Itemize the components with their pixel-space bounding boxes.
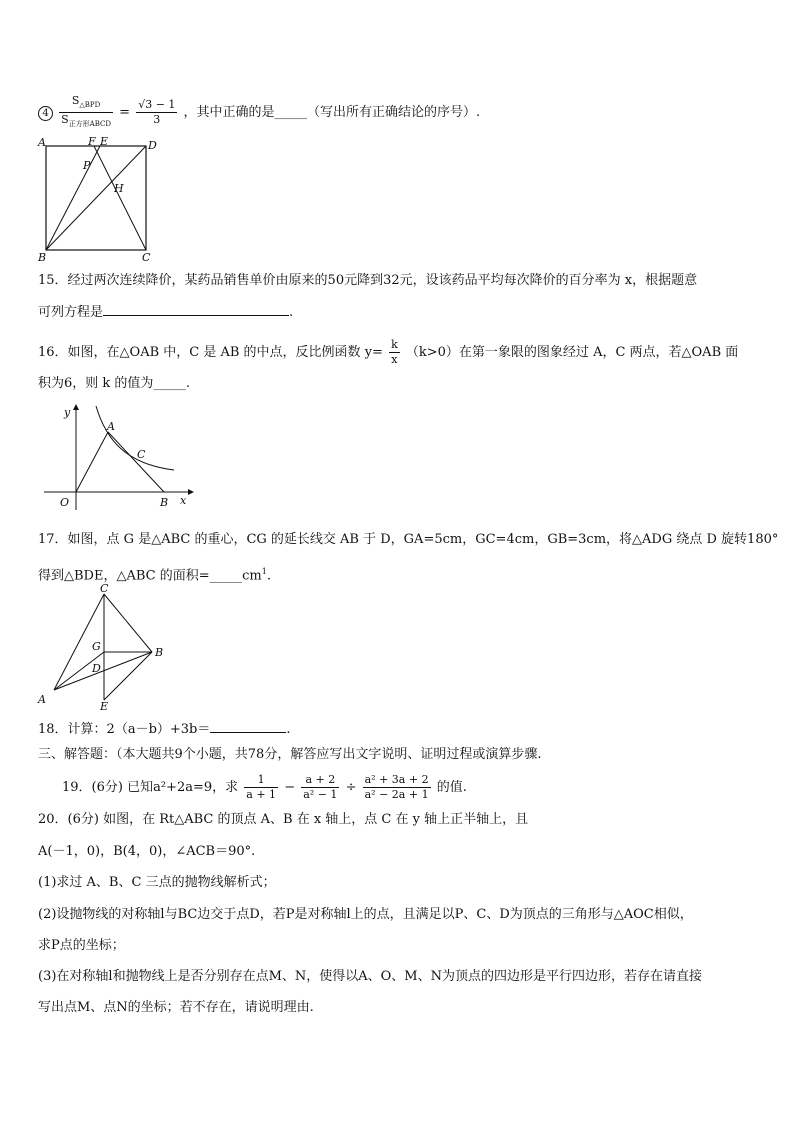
label-f: F bbox=[88, 136, 96, 148]
label-d: D bbox=[92, 662, 101, 675]
segment-cb bbox=[104, 594, 152, 652]
q20-line1: 20．(6分) 如图，在 Rt△ABC 的顶点 A、B 在 x 轴上，点 C 在 y 轴上正半轴上，且 bbox=[38, 812, 529, 827]
q17-line1: 17．如图，点 G 是△ABC 的重心，CG 的延长线交 AB 于 D，GA=5cm，GC=4cm，GB=3cm，将△ADG 绕点 D 旋转180° bbox=[38, 532, 779, 547]
item-number-mark: 4 bbox=[38, 106, 53, 121]
k-over-x-fraction: $\frac{k}{x}$ bbox=[391, 338, 398, 366]
label-y: y bbox=[64, 406, 71, 419]
y-axis-arrow bbox=[73, 404, 79, 410]
q16-line1: 16．如图，在△OAB 中，C 是 AB 的中点，反比例函数 y= $\frac{k}{x}$ （k>0）在第一象限的图象经过 A，C 两点，若△OAB 面 bbox=[38, 338, 739, 366]
segment-cf bbox=[94, 146, 146, 250]
label-e: E bbox=[100, 136, 109, 148]
diagonal-bd bbox=[46, 146, 146, 250]
q20-line7: 写出点M、点N的坐标；若不存在，请说明理由. bbox=[38, 1000, 314, 1015]
q15-line1: 15．经过两次连续降价，某药品销售单价由原来的50元降到32元，设该药品平均每次降价的百分率为 x，根据题意 bbox=[38, 273, 698, 288]
q18-line: 18．计算：2（a－b）+3b＝ . bbox=[38, 722, 291, 737]
label-a: A bbox=[38, 136, 46, 149]
q16-line2: 积为6，则 k 的值为_____. bbox=[38, 376, 191, 391]
segment-oa bbox=[76, 432, 108, 492]
section-heading: 三、解答题：（本大题共9个小题，共78分，解答应写出文字说明、证明过程或演算步骤. bbox=[38, 747, 542, 762]
x-axis-arrow bbox=[188, 489, 194, 495]
fraction-2: $\frac{a + 2}{\text{a² − 1}}$ bbox=[303, 773, 338, 801]
ratio-value-fraction: $\frac{√3 - 1}{3}$ bbox=[138, 98, 176, 127]
q17-line2: 得到△BDE，△ABC 的面积$=\_\_\_\_\_cm^1$. bbox=[38, 567, 271, 584]
hyperbola-figure bbox=[40, 400, 200, 515]
q20-line2: A(－1，0)，B(4，0)，∠ACB＝90°. bbox=[38, 844, 256, 859]
segment-ab bbox=[54, 652, 152, 690]
label-d: D bbox=[148, 139, 157, 152]
q19-line: 19．(6分) 已知a²+2a=9，求 $\frac{1}{a + 1}$ − $\frac{a + 2}{\text{a² − 1}}$ ÷ $\frac{\text{a² + 3a + 2}}{\text{a² − 2a + 1}}$ 的值. bbox=[62, 773, 467, 801]
q14-text: ，其中正确的是_____（写出所有正确结论的序号）. bbox=[183, 105, 481, 121]
q20-line4: (2)设抛物线的对称轴l与BC边交于点D，若P是对称轴l上的点，且满足以P、C、D为顶点的三角形与△AOC相似， bbox=[38, 907, 693, 922]
label-b: B bbox=[38, 251, 47, 264]
label-b: B bbox=[155, 646, 164, 659]
fraction-3: $\frac{\text{a² + 3a + 2}}{\text{a² − 2a + 1}}$ bbox=[364, 773, 429, 801]
label-p: P bbox=[83, 159, 91, 172]
centroid-figure bbox=[34, 582, 174, 712]
answer-blank bbox=[210, 720, 286, 733]
segment-ab bbox=[108, 432, 164, 492]
label-e: E bbox=[100, 700, 109, 712]
segment-be bbox=[46, 146, 100, 250]
q20-line5: 求P点的坐标； bbox=[38, 938, 125, 953]
label-c: C bbox=[137, 448, 146, 461]
q20-line3: (1)求过 A、B、C 三点的抛物线解析式； bbox=[38, 875, 276, 890]
label-o: O bbox=[60, 496, 70, 509]
q15-line2: 可列方程是 . bbox=[38, 305, 294, 320]
label-g: G bbox=[92, 640, 101, 653]
fraction-1: $\frac{1}{a + 1}$ bbox=[246, 773, 277, 801]
q14-statement: 4 $\frac{S_{\triangle BPD}}{S_{正方形ABCD}}$ = $\frac{√3 - 1}{3}$ ，其中正确的是_____（写出所有正确结论的序号）. bbox=[38, 94, 480, 131]
square-figure bbox=[36, 136, 166, 266]
q20-line6: (3)在对称轴l和抛物线上是否分别存在点M、N，使得以A、O、M、N为顶点的四边形是平行四边形，若存在请直接 bbox=[38, 969, 702, 984]
label-h: H bbox=[114, 182, 124, 195]
label-a: A bbox=[38, 693, 46, 706]
segment-eb bbox=[104, 652, 152, 700]
label-a: A bbox=[107, 420, 115, 433]
label-c: C bbox=[100, 582, 109, 595]
label-c: C bbox=[142, 251, 151, 264]
label-x: x bbox=[180, 494, 187, 507]
area-ratio-fraction: $\frac{S_{\triangle BPD}}{S_{正方形ABCD}}$ bbox=[61, 94, 111, 129]
answer-blank bbox=[103, 303, 289, 316]
label-b: B bbox=[160, 496, 169, 509]
